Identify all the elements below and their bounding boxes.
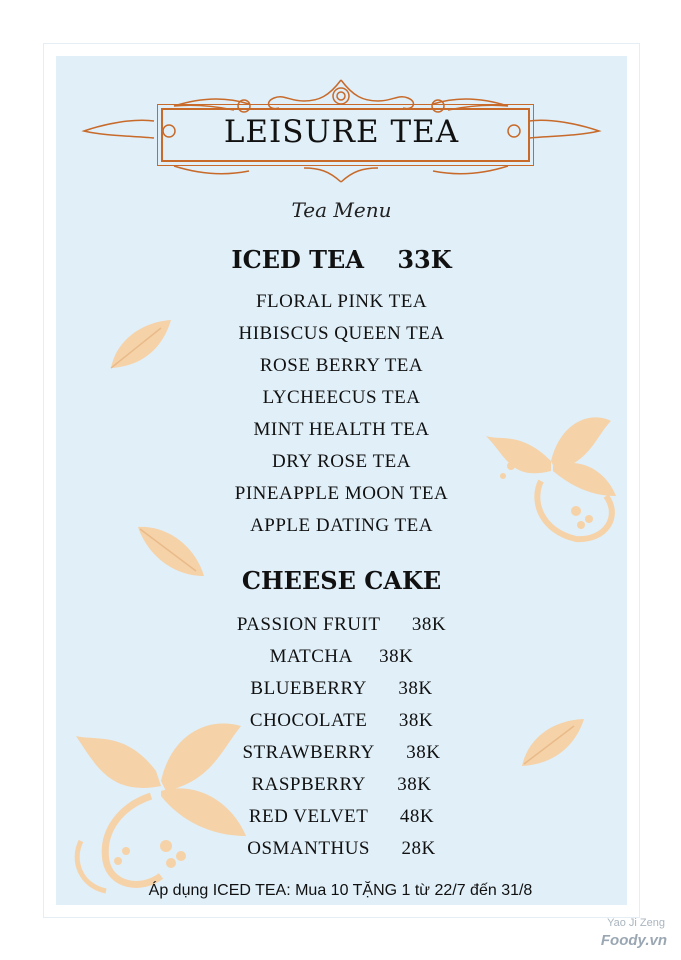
list-item: FLORAL PINK TEA: [255, 291, 428, 312]
cheese-cake-list: [56, 609, 627, 865]
item-price: 38K: [398, 710, 434, 731]
list-item: APPLE DATING TEA: [250, 515, 433, 536]
menu-panel: [56, 56, 627, 905]
list-item: LYCHEECUS TEA: [262, 387, 421, 408]
list-item: [56, 641, 627, 673]
list-item: PINEAPPLE MOON TEA: [234, 483, 449, 504]
list-item: [56, 833, 627, 865]
item-price: 38K: [379, 646, 414, 667]
item-name: MATCHA: [269, 646, 353, 667]
list-item: [56, 801, 627, 833]
iced-tea-heading: ICED TEA 33K: [231, 245, 452, 274]
list-item: [56, 673, 627, 705]
menu-subtitle: Tea Menu: [291, 198, 392, 222]
item-price: 28K: [401, 838, 436, 859]
list-item: ROSE BERRY TEA: [259, 355, 424, 376]
item-price: 38K: [411, 614, 447, 635]
list-item: [56, 705, 627, 737]
item-price: 38K: [398, 678, 433, 699]
iced-tea-list: [56, 286, 627, 542]
item-name: RASPBERRY: [251, 774, 366, 795]
menu-card: [44, 44, 639, 917]
item-name: STRAWBERRY: [242, 742, 375, 763]
item-name: BLUEBERRY: [250, 678, 367, 699]
list-item: [56, 737, 627, 769]
list-item: [56, 609, 627, 641]
promo-footer: Áp dụng ICED TEA: Mua 10 TẶNG 1 từ 22/7 đến 31/8: [148, 882, 533, 899]
item-price: 38K: [397, 774, 432, 795]
item-name: RED VELVET: [248, 806, 369, 827]
watermark-brand: Foody.vn: [600, 932, 667, 949]
list-item: [56, 769, 627, 801]
item-price: 38K: [406, 742, 441, 763]
list-item: HIBISCUS QUEEN TEA: [238, 323, 445, 344]
cheese-cake-heading: CHEESE CAKE: [241, 566, 442, 595]
item-name: PASSION FRUIT: [236, 614, 381, 635]
item-name: CHOCOLATE: [249, 710, 368, 731]
item-name: OSMANTHUS: [247, 838, 370, 859]
watermark-author: Yao Ji Zeng: [607, 917, 665, 929]
list-item: MINT HEALTH TEA: [253, 419, 430, 440]
list-item: DRY ROSE TEA: [271, 451, 412, 472]
item-price: 48K: [399, 806, 435, 827]
menu-title: LEISURE TEA: [223, 114, 460, 150]
